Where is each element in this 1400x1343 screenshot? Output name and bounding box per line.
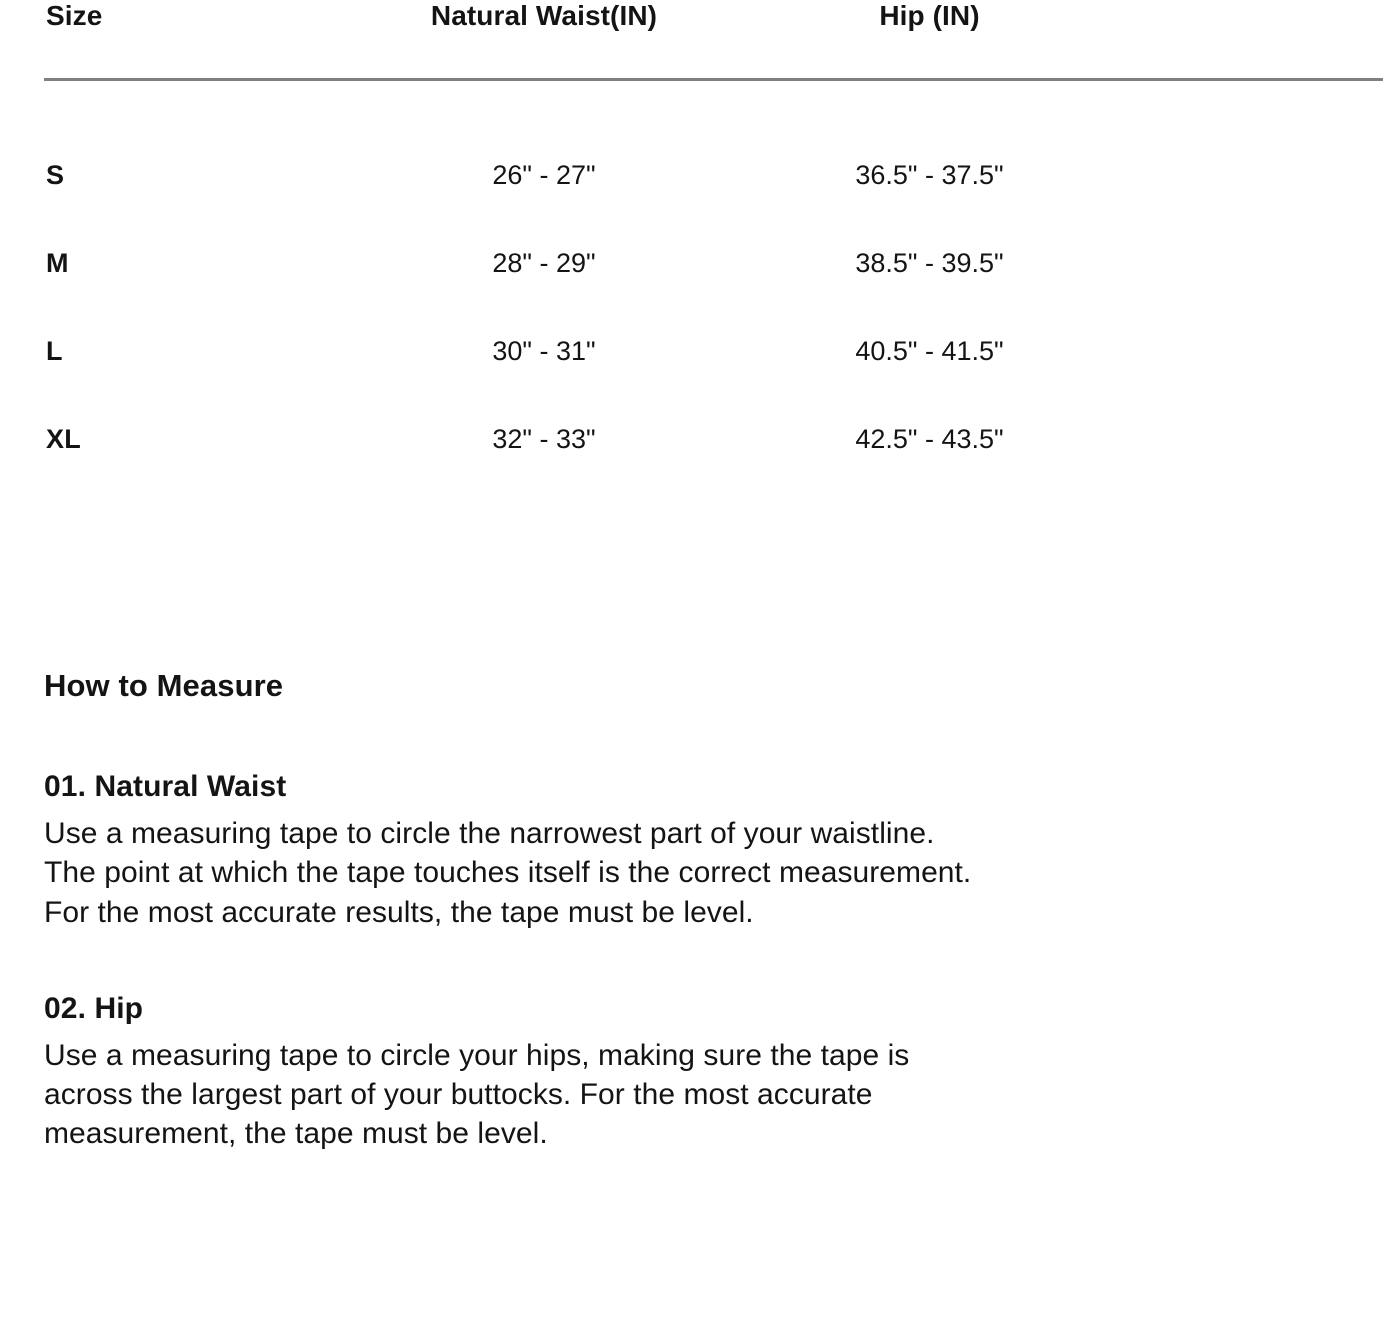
cell-natural-waist: 28" - 29"	[492, 247, 596, 278]
cell-size: S	[46, 159, 65, 190]
body-line: For the most accurate results, the tape must be level.	[44, 895, 754, 929]
measure-section-body	[44, 1036, 1384, 1154]
measure-section-body	[44, 814, 1384, 932]
table-row	[44, 219, 1383, 307]
table-header-row	[44, 0, 1383, 80]
body-line: measurement, the tape must be level.	[44, 1117, 548, 1151]
column-header-natural-waist: Natural Waist(IN)	[430, 0, 658, 31]
cell-natural-waist: 26" - 27"	[492, 159, 596, 190]
body-line: Use a measuring tape to circle your hips, making sure the tape is	[44, 1038, 910, 1072]
cell-natural-waist: 30" - 31"	[492, 335, 596, 366]
body-line: Use a measuring tape to circle the narrowest part of your waistline.	[44, 817, 935, 850]
table-row	[44, 131, 1383, 219]
measure-section-natural-waist	[44, 770, 1384, 932]
cell-size: M	[46, 247, 69, 278]
size-chart-table	[44, 0, 1383, 483]
cell-size: L	[46, 335, 63, 366]
table-spacer	[44, 81, 1383, 131]
measure-section-hip	[44, 992, 1384, 1154]
column-header-size: Size	[46, 0, 103, 31]
size-chart-body	[44, 81, 1383, 483]
how-to-measure-block	[44, 668, 1384, 1154]
cell-hip: 38.5" - 39.5"	[855, 247, 1004, 278]
measure-section-heading: 01. Natural Waist	[44, 770, 287, 803]
body-line: The point at which the tape touches itself is the correct measurement.	[44, 856, 972, 890]
cell-hip: 36.5" - 37.5"	[855, 159, 1004, 190]
cell-hip: 40.5" - 41.5"	[855, 335, 1004, 366]
column-header-hip: Hip (IN)	[879, 0, 980, 31]
measure-section-heading: 02. Hip	[44, 991, 144, 1025]
how-to-measure-title: How to Measure	[44, 668, 284, 703]
cell-size: XL	[46, 423, 82, 454]
table-row	[44, 395, 1383, 483]
table-row	[44, 307, 1383, 395]
size-chart-header	[44, 0, 1383, 81]
body-line: across the largest part of your buttocks. For the most accurate	[44, 1078, 873, 1112]
cell-hip: 42.5" - 43.5"	[855, 423, 1004, 454]
cell-natural-waist: 32" - 33"	[492, 423, 596, 454]
